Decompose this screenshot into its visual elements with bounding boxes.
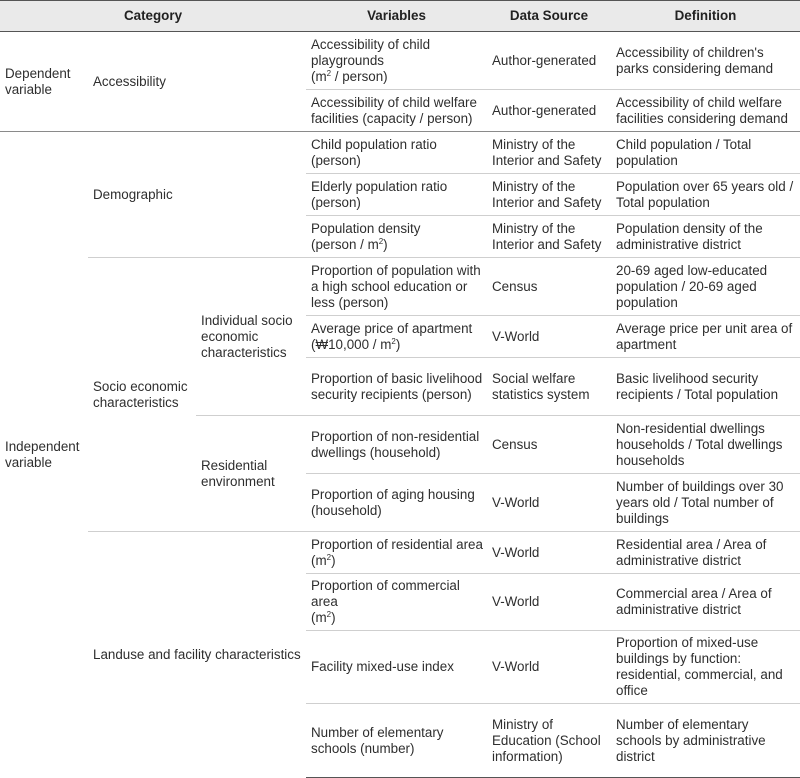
source-cell: Ministry of the Interior and Safety	[487, 216, 611, 258]
variable-cell: Facility mixed-use index	[306, 631, 487, 704]
definition-cell: Residential area / Area of administrative district	[611, 532, 800, 574]
variable-cell: Average price of apartment (₩10,000 / $m^2$)	[306, 316, 487, 358]
variable-cell: Elderly population ratio (person)	[306, 174, 487, 216]
variable-cell: Proportion of aging housing (household)	[306, 474, 487, 532]
variable-cell: Accessibility of child welfare facilities (capacity / person)	[306, 90, 487, 132]
definition-cell: Number of elementary schools by administrative district	[611, 704, 800, 778]
definition-cell: Non-residential dwellings households / Total dwellings households	[611, 416, 800, 474]
variable-cell: Proportion of commercial area $(m^2)$	[306, 574, 487, 631]
source-cell: Social welfare statistics system	[487, 358, 611, 416]
group-residential-environment: Residential environment	[196, 416, 306, 532]
table-row	[0, 258, 800, 316]
variable-cell: Child population ratio (person)	[306, 132, 487, 174]
source-cell: Author-generated	[492, 52, 597, 68]
header-definition: Definition	[611, 1, 800, 32]
definition-cell: Population density of the administrative district	[611, 216, 800, 258]
definition-cell: Number of buildings over 30 years old / Total number of buildings	[611, 474, 800, 532]
source-cell: V-World	[487, 474, 611, 532]
source-cell: V-World	[487, 532, 611, 574]
definition-cell: Average price per unit area of apartment	[611, 316, 800, 358]
source-cell: V-World	[487, 574, 611, 631]
source-cell: Ministry of the Interior and Safety	[487, 132, 611, 174]
header-variables: Variables	[306, 1, 487, 32]
source-cell: Ministry of Education (School information)	[487, 704, 611, 778]
source-cell: Census	[487, 258, 611, 316]
group-individual-socio: Individual socio economic characteristics	[196, 258, 306, 416]
definition-cell: Basic livelihood security recipients / Total population	[611, 358, 800, 416]
definition-cell: Accessibility of children's parks considering demand	[616, 44, 774, 76]
source-cell: Ministry of the Interior and Safety	[487, 174, 611, 216]
table-row	[0, 32, 800, 90]
source-cell: V-World	[487, 631, 611, 704]
table-row	[0, 532, 800, 574]
variable-cell: Population density (person / $m^2$)	[306, 216, 487, 258]
group-dependent: Dependent variable	[5, 65, 71, 97]
definition-cell: Commercial area / Area of administrative district	[611, 574, 800, 631]
variable-cell: Proportion of non-residential dwellings (household)	[306, 416, 487, 474]
definition-cell: 20-69 aged low-educated population / 20-69 aged population	[611, 258, 800, 316]
variable-cell: Number of elementary schools (number)	[306, 704, 487, 778]
table-row	[0, 132, 800, 174]
header-row	[0, 1, 800, 32]
group-landuse: Landuse and facility characteristics	[88, 532, 306, 778]
definition-cell: Population over 65 years old / Total population	[611, 174, 800, 216]
group-socio-economic: Socio economic characteristics	[88, 258, 196, 532]
header-category: Category	[0, 1, 306, 32]
header-data-source: Data Source	[487, 1, 611, 32]
group-independent: Independent variable	[0, 132, 88, 778]
definition-cell: Accessibility of child welfare facilities considering demand	[611, 90, 800, 132]
source-cell: Census	[487, 416, 611, 474]
variable-cell: Proportion of residential area $(m^2)$	[306, 532, 487, 574]
source-cell: V-World	[487, 316, 611, 358]
definition-cell: Proportion of mixed-use buildings by function: residential, commercial, and office	[611, 631, 800, 704]
source-cell: Author-generated	[487, 90, 611, 132]
definition-cell: Child population / Total population	[611, 132, 800, 174]
group-demographic: Demographic	[88, 132, 306, 258]
group-accessibility: Accessibility	[93, 73, 166, 89]
variable-cell: Accessibility of child playgrounds ($m^2$ / person)	[311, 36, 431, 84]
variable-cell: Proportion of population with a high school education or less (person)	[306, 258, 487, 316]
variable-cell: Proportion of basic livelihood security recipients (person)	[306, 358, 487, 416]
